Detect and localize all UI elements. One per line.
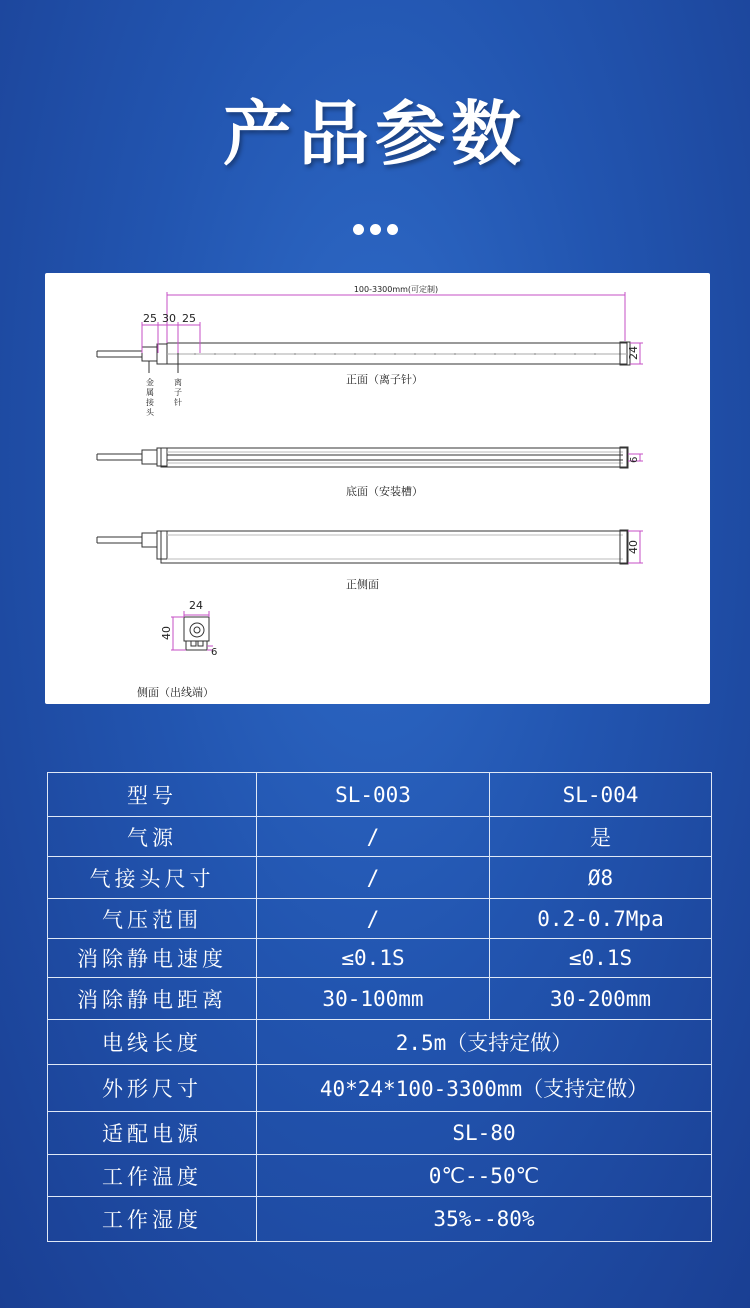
- metal-connector-char: 接: [146, 398, 154, 407]
- metal-connector-char: 头: [146, 408, 154, 417]
- ion-needle-char: 离: [174, 378, 182, 387]
- spec-value: 2.5m（支持定做）: [257, 1020, 712, 1065]
- sl004-value: 30-200mm: [490, 978, 712, 1020]
- dim-6-bottom: 6: [629, 456, 640, 463]
- spec-label: 型号: [48, 773, 257, 817]
- spec-label: 气压范围: [48, 899, 257, 939]
- dim-24-front: 24: [627, 346, 640, 360]
- connector-body: [142, 533, 157, 547]
- sl003-value: ≤0.1S: [257, 939, 490, 978]
- ion-needle-row: [195, 353, 595, 355]
- mount-slot: [191, 641, 196, 646]
- sl003-value: /: [257, 857, 490, 899]
- technical-drawing-card: [45, 273, 710, 704]
- end-dim-40: 40: [160, 626, 173, 640]
- table-row: [48, 1155, 712, 1197]
- table-row: [48, 939, 712, 978]
- sl004-value: ≤0.1S: [490, 939, 712, 978]
- bottom-bar: [161, 448, 627, 467]
- table-row: [48, 1197, 712, 1242]
- spec-label: 工作温度: [48, 1155, 257, 1197]
- connector-body: [142, 347, 157, 361]
- dim-40-side: 40: [627, 540, 640, 554]
- spec-value: 40*24*100-3300mm（支持定做）: [257, 1065, 712, 1112]
- table-row: [48, 1065, 712, 1112]
- dot: [370, 224, 381, 235]
- spec-label: 消除静电距离: [48, 978, 257, 1020]
- side-bar: [161, 531, 627, 563]
- spec-label: 工作湿度: [48, 1197, 257, 1242]
- mount-slot: [198, 641, 203, 646]
- spec-label: 外形尺寸: [48, 1065, 257, 1112]
- sl004-value: 0.2-0.7Mpa: [490, 899, 712, 939]
- sl004-value: Ø8: [490, 857, 712, 899]
- spec-value: 35%--80%: [257, 1197, 712, 1242]
- table-row: [48, 978, 712, 1020]
- cable-outlet: [190, 623, 204, 637]
- bottom-view-caption: 底面（安装槽）: [346, 485, 423, 498]
- technical-drawing: [45, 273, 710, 704]
- side-view-caption: 正侧面: [346, 578, 379, 591]
- metal-connector-char: 属: [146, 388, 154, 397]
- dim-25-needle: 25: [182, 312, 196, 325]
- sl003-value: SL-003: [257, 773, 490, 817]
- front-view-caption: 正面（离子针）: [346, 373, 423, 386]
- spec-label: 适配电源: [48, 1112, 257, 1155]
- spec-label: 电线长度: [48, 1020, 257, 1065]
- ion-needle-char: 子: [174, 388, 182, 397]
- table-row: [48, 773, 712, 817]
- dim-30: 30: [162, 312, 176, 325]
- end-dim-24: 24: [189, 599, 203, 612]
- spec-table: [47, 772, 712, 1242]
- spec-value: 0℃--50℃: [257, 1155, 712, 1197]
- sl004-value: 是: [490, 817, 712, 857]
- connector-nut: [157, 531, 167, 559]
- metal-connector-char: 金: [146, 378, 154, 387]
- connector-body: [142, 450, 157, 464]
- table-row: [48, 1020, 712, 1065]
- ion-needle-char: 针: [174, 398, 182, 407]
- cable-outlet-inner: [194, 627, 200, 633]
- sl003-value: 30-100mm: [257, 978, 490, 1020]
- end-dim-6: 6: [211, 647, 218, 658]
- page-title: 产品参数: [223, 93, 527, 175]
- table-row: [48, 1112, 712, 1155]
- connector-nut: [157, 448, 167, 466]
- spec-label: 气源: [48, 817, 257, 857]
- sl003-value: /: [257, 899, 490, 939]
- table-row: [48, 857, 712, 899]
- decorative-dots: [0, 220, 750, 239]
- sl003-value: /: [257, 817, 490, 857]
- dot: [387, 224, 398, 235]
- spec-value: SL-80: [257, 1112, 712, 1155]
- dim-25-connector: 25: [143, 312, 157, 325]
- table-row: [48, 899, 712, 939]
- length-label: 100-3300mm(可定制): [353, 285, 439, 294]
- spec-label: 气接头尺寸: [48, 857, 257, 899]
- table-row: [48, 817, 712, 857]
- spec-label: 消除静电速度: [48, 939, 257, 978]
- sl004-value: SL-004: [490, 773, 712, 817]
- end-view-caption: 侧面（出线端）: [137, 686, 214, 699]
- dot: [353, 224, 364, 235]
